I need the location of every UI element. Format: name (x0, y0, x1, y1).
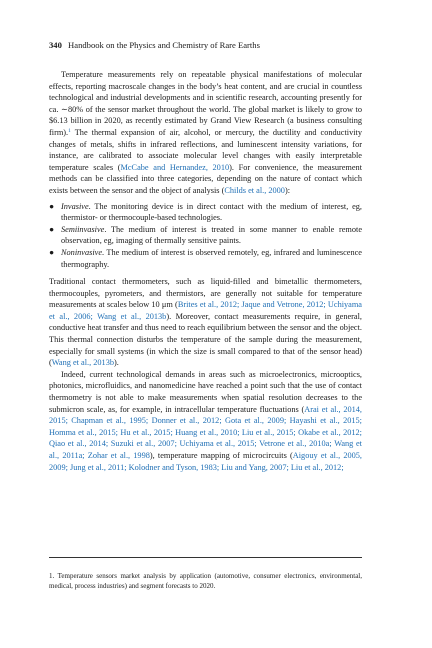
page-number: 340 (49, 40, 62, 50)
para2-text-a: Traditional contact thermometers, such as liquid-filled and bimetallic thermometers, thermocouples, pyrometers, and thermistors, are generally not suitable for temperature measurements at scales below 10 μm ( (49, 277, 362, 310)
category-term: Noninvasive (61, 247, 103, 257)
citation-link[interactable]: McCabe and Hernandez, 2010 (120, 162, 230, 172)
category-text: . The monitoring device is in direct contact with the medium of interest, eg, thermistor- or thermocouple-based technologies. (61, 201, 362, 223)
paragraph-technological-demands (49, 369, 362, 473)
para1-text-c: ). For convenience, the measurement methods can be classified into three categories, depending on the nature of contact which exists between the sensor and the object of analysis ( (49, 162, 363, 195)
para3-text-a: Indeed, current technological demands in areas such as microelectronics, microoptics, photonics, microfluidics, and nanomedicine have reached a point such that the use of contact thermometry is not able to make measurements when spatial resolution decreases to the submicron scale, as, for example, in intracellular temperature fluctuations ( (49, 369, 362, 414)
footnote-marker[interactable]: 1 (68, 127, 71, 134)
paragraph-contact-thermometers (49, 276, 362, 369)
para1-text-d: ): (284, 185, 291, 195)
para3-text-b: ), temperature mapping of microcircuits ( (149, 451, 293, 460)
citation-link[interactable]: Childs et al., 2000 (224, 185, 285, 195)
list-item (49, 247, 362, 270)
para2-text-c: ). (114, 358, 119, 368)
list-item (49, 201, 362, 224)
category-term: Semiinvasive (61, 224, 105, 234)
footnote-divider (49, 557, 362, 558)
paragraph-temperature-measurements (49, 69, 362, 197)
para2-text-b: ). Moreover, contact measurements require, in general, conductive heat transfer and thus need to reach equilibrium between the sensor and the object. This thermal connection disturbs the temperature of the sample during the measurement, especially for small systems (in which the size is small compared to that of the sensor head) ( (49, 311, 362, 368)
citation-link[interactable]: Arai et al., 2014, 2015; Chapman et al., 1995; Donner et al., 2012; Gota et al., 2009; Hayashi et al., 2015; Homma et al., 2015; Hu et al., 2015; Huang et al., 2010; Liu et al., 2015; Okabe et al., 2012; Qiao et al., 2014; Suzuki et al., 2007; Uchiyama et al., 2015; Vetrone et al., 2010a; Wang et al., 2011a; Zohar et al., 1998 (49, 404, 362, 460)
category-term: Invasive (61, 201, 89, 211)
citation-link[interactable]: Brites et al., 2012; Jaque and Vetrone, 2012; Uchiyama et al., 2006; Wang et al., 2013b (49, 300, 362, 321)
para1-text-a: Temperature measurements rely on repeatable physical manifestations of molecular effects, reporting macroscale changes in the body’s heat content, and are crucial in countless technological and industrial developments and in scientific research, accounting presently for ca. ∼80% of the sensor market throughout the world. The global market is likely to grow to $6.13 billion in 2020, as recently estimated by Grand View Research (a business consulting firm). (49, 70, 362, 137)
category-text: . The medium of interest is observed remotely, eg, infrared and luminescence thermography. (61, 247, 362, 269)
footnote: 1. Temperature sensors market analysis by application (automotive, consumer electronics, environmental, medical, process industries) and segment forecasts to 2020. (49, 572, 362, 591)
bullet-icon: ● (49, 224, 55, 234)
category-text: . The medium of interest is treated in some manner to enable remote observation, eg, imaging of thermally sensitive paints. (61, 224, 362, 246)
book-title: Handbook on the Physics and Chemistry of Rare Earths (68, 40, 260, 50)
bullet-icon: ● (49, 201, 55, 211)
citation-link[interactable]: Aigouy et al., 2005, 2009; Jung et al., 2011; Kolodner and Tyson, 1983; Liu and Yang, 2007; Liu et al., 2012; (49, 451, 362, 472)
list-item (49, 224, 362, 247)
running-head (49, 40, 362, 51)
bullet-icon: ● (49, 247, 55, 257)
measurement-categories-list (49, 201, 362, 271)
citation-link[interactable]: Wang et al., 2013b (51, 358, 115, 368)
para1-text-b: The thermal expansion of air, alcohol, or mercury, the ductility and conductivity changes of metals, shifts in infrared reflections, and luminescent intensity variations, for instance, are calibrated to associate molecular level changes with easily interpretable temperature scales ( (49, 127, 362, 172)
